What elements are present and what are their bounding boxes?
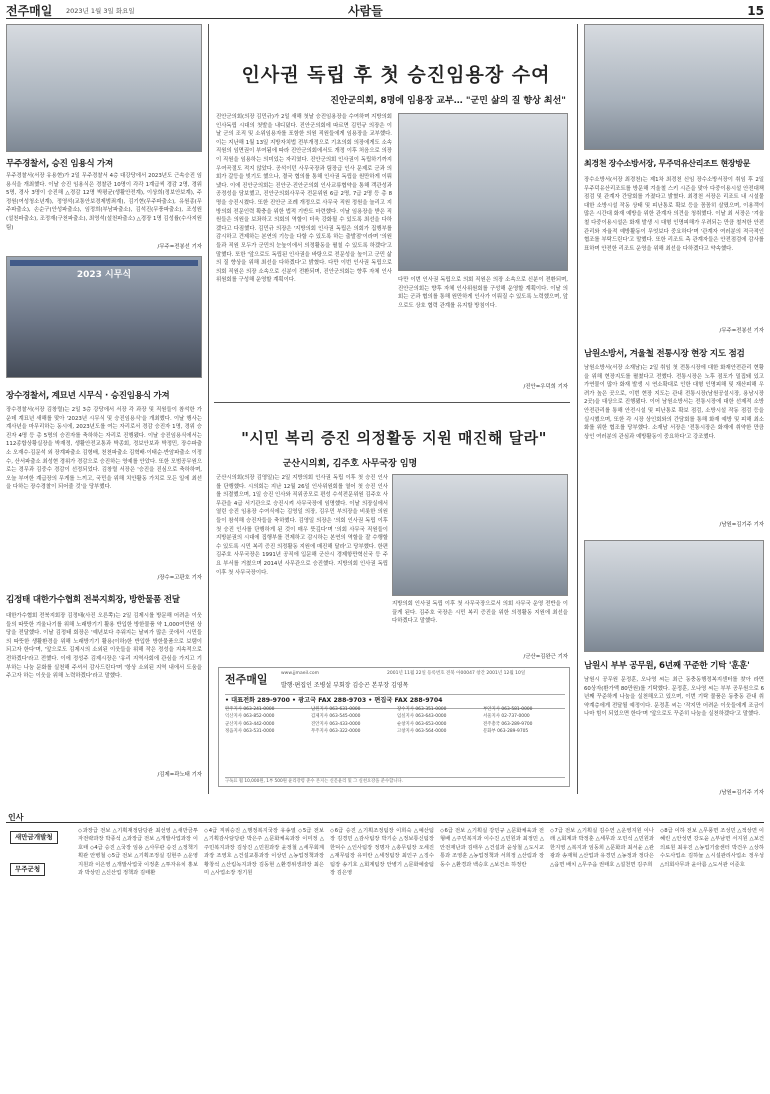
article-byline: /김제=곽노태 기자 [157, 772, 202, 778]
dept-label: 무주군청 [10, 863, 45, 876]
photo-jinan-council [398, 113, 568, 271]
photo-namwon-donation [584, 540, 764, 652]
article-headline: 김정태 대한가수협회 전북지회장, 방한물품 전달 [6, 595, 180, 605]
article-body: 장수소방서(서장 최경천)는 제1차 최경천 신임 장수소방서장이 취임 후 2일 무주덕유산리조트를 방문해 겨울철 스키 시즌을 맞아 다중이용시설 안전대책 점검 및 관계자 간담회를 가졌다고 밝혔다. 최경천 서장은 리조트 내 시설물 대한 소방시설 작동 상태 및 피난통로 확보 등을 꼼꼼히 살폈으며, 이용객이 많은 시간대 화재 예방을 위한 관계자 의견을 청취했다. 이날 최 서장은 '겨울철 다중이용시설은 화재 발생 시 대형 인명피해가 우려되는 만큼 철저한 안전관리와 자율적 예방활동이 무엇보다 중요하다'며 '관계자 여러분의 적극적인 협조를 부탁드린다'고 말했다. 또한 리조트 측 관계자들은 안전점검에 감사를 표하며 안전한 리조트 운영을 위해 최선을 다하겠다고 약속했다. [584, 177, 764, 252]
directory-entry: 서울지사 02-737-0000 [483, 714, 530, 720]
second-body: 군산시의회(의장 김영일)는 2일 지방의회 인사권 독립 이후 첫 승진 인사를 단행했다. 시의회는 지난 12월 26일 인사위원회를 열어 첫 승진 인사를 의결했으며, 1일 승진 인사와 직위공모로 편성 수석전문위원 김주호 사무관을 4급 서기관으로 승진시켜 사무국장에 임명했다. 이날 의장실에서 열린 승진 임용장 수여식에는 김영일 의장, 김우민 부의장을 비롯한 의원들이 참석해 승진자들을 축하했다. 김영일 의장은 '의회 인사권 독립 이후 첫 승진 인사를 단행하게 된 것이 매우 뜻깊다'며 '의회 사무국 직원들이 지방분권의 시대에 집행부를 견제하고 감시하는 본연의 역할을 잘 수행할 수 있도록 시민 복리 증진 의정활동 지원에 매진해 달라'고 당부했다. 한편 김주호 사무국장은 1991년 공직에 입문해 군산시 경제항만혁신국 등 주요 부서를 거쳤으며 2014년 사무관으로 승진했다. 지방의회 인사권 독립 이후 첫 사무국장이다. [216, 475, 388, 576]
main-headline: 인사권 독립 후 첫 승진임용장 수여 [241, 64, 551, 86]
directory-entry: 순창지사 063-653-0000 [397, 721, 447, 727]
article-headline: 남원시 부부 공무원, 6년째 꾸준한 기탁 '훈훈' [584, 661, 750, 671]
directory-entry: 임실지사 063-643-0000 [397, 714, 447, 720]
directory-entry: 완주지사 063-241-0000 [225, 707, 275, 712]
masthead-phones: • 대표전화 289-9700 • 광고국 FAX 288-9703 • 편집국 FAX 288-9704 [225, 694, 565, 709]
second-body-col2: 지방의회 인사권 독립 이후 첫 사무국장으로서 의회 사무국 운영 전반을 이끌게 된다. 김주호 국장은 시민 복리 증진을 위한 의정활동 지원에 최선을 다하겠다고 말했다. [392, 601, 568, 625]
directory-entry: 정읍지사 063-531-0000 [225, 729, 275, 735]
main-body-col2: 다만 이번 인사권 독립으로 의회 직원은 의장 소속으로 신분이 전환되며, 진안군의회는 향후 자체 인사위원회를 구성해 운영할 계획이다. 이날 의회는 군과 협의를 통해 원만하게 인사가 이뤄질 수 있도록 노력했으며, 앞으로도 상호 협력 관계를 유지할 방침이다. [398, 277, 568, 309]
dept-label: 새만금개발청 [10, 831, 58, 844]
photo-banner-text: 2023 시무식 [76, 270, 132, 280]
article-headline: 남원소방서, 겨울철 전통시장 현장 지도 점검 [584, 349, 745, 359]
photo-jangsu-ceremony [6, 256, 202, 378]
page-header [6, 3, 764, 19]
directory-entry: 장수지사 063-351-0000 [397, 707, 447, 712]
personnel-column: ◇6급 승진 △기획조정팀장 이희숙 △예산팀장 김경민 △감사팀장 박기순 △정보통신팀장 한덕수 △인사팀장 정명자 △총무팀장 오세진 △재무팀장 유미란 △세정팀장 최인구 △징수팀장 송기호 △회계팀장 안병기 △문화예술팀장 김은영 [330, 828, 434, 877]
article-body: 무주경찰서(서장 유용현)가 2일 무주경찰서 4층 대강당에서 2023년도 근속승진 임용식을 개최했다. 이날 승진 임용식은 경찰관 10명이 각각 1계급씩 경감 2명, 경위 5명, 경사 3명이 승진해 △경감 12명 박평균(생활안전계), 이상희(정보안보계), 주정원(여성청소년계), 정영석(교통안보경제범죄계), 김기현(무주파출소), 유원종(무주파출소), 손순구(안성파출소), 임정희(부남파출소), 김석진(무풍파출소), 조성원(설천파출소), 조정재(구천파출소), 최영석(설천파출소) △경장 1명 김성률(수사지원팀) [6, 173, 202, 231]
section-divider [214, 402, 570, 403]
personnel-column: ◇4급 직위승진 △행정복지국장 유송열 ◇5급 전보 △기획감사담당관 박은주 △문화체육과장 이미정 △주민복지과장 김상진 △민원과장 윤정철 △세무회계과장 조영호 △건설교통과장 이상민 △농업정책과장 황창석 △산림녹지과장 김동현 △환경위생과장 최은미 △사업소장 정기원 [204, 828, 324, 877]
personnel-column: ◇과장급 전보 △기획재정담당관 최선영 △새만금투자전략과장 박종석 △과장급 전보 △개발사업과장 이호태 ◇4급 승진 △국장 임용 △사무관 승진 △정책기획관 안병철 ◇5급 전보 △기획조정실 김현주 △운영지원과 이은영 △개발사업국 이정훈 △투자유치 홍보과 박상민 △신산업 정책과 김태환 [78, 828, 198, 877]
directory-entry: 고창지사 063-564-0000 [397, 729, 447, 735]
photo-jangsu-fire [584, 24, 764, 150]
masthead-directory [225, 706, 565, 736]
second-headline: "시민 복리 증진 의정활동 지원 매진해 달라" [241, 429, 547, 447]
directory-entry: 군산지사 063-442-0000 [225, 721, 275, 727]
directory-entry: 문화부 063-289-9705 [483, 729, 529, 735]
main-byline: /진안=우덕희 기자 [523, 384, 568, 390]
masthead-registration: 2001년 11월 22일 등록번호 전북 아00047 창간 2001년 12월 10일 [387, 671, 526, 676]
directory-entry: 남원지사 063-631-0000 [311, 707, 361, 712]
main-body-col1: 진안군의회(의장 김민규)가 2일 새해 첫날 승진임용장을 수여하며 지방의회 인사독립 시대의 첫발을 내디뎠다. 진안군의회에 따르면 김민규 의장은 이날 군의 조직 및 소위임용자를 포함한 의원 직원들에게 임용장을 교부했다. 이는 지난해 1월 13일 지방자치법 전부개정으로 기초의회 의장에게도 소속직원의 임면권이 부여됨에 따라 진안군의회에서도 개정 이후 처음으로 의장이 직원을 임용하는 의미있는 자리였다. 진안군의회 인사권이 독립하기까지 우여곡절도 적지 않았다. 공석이던 사무국장과 팀장급 인사 문제로 군과 의회가 갈등을 빚기도 했으나, 결국 협의를 통해 인사권 독립을 원만하게 이뤄냈다. 이에 진안군의회는 진안군·진안군의회 인사교류협약을 통해 객관성과 공정성을 담보했고, 진안군의회사무국 전문위원 6급 2명, 7급 2명 등 총 8명을 승진시켰다. 또한 진안군 조례 개정으로 사무국 직원 정원을 늘리고 지방의회 전문인력 확충을 위한 법적 기반도 마련했다. 이날 임용장을 받은 직원들은 의원을 보좌하고 의회의 역할이 더욱 강화될 수 있도록 최선을 다하겠다고 다짐했다. 김민규 의장은 '지방의회 인사권 독립은 의회가 집행부를 감시하고 견제하는 본연의 기능을 다할 수 있도록 하는 출발점'이라며 '의원들과 직원 모두가 군민의 눈높이에서 의정활동을 펼칠 수 있도록 하겠다'고 말했다. 또한 '앞으로도 독립된 인사권을 바탕으로 전문성을 높이고 군민 삶의 질 향상을 위해 최선을 다하겠다'고 밝혔다. 다만 이번 인사권 독립으로 의회 직원은 의장 소속으로 신분이 전환되며, 진안군의회는 향후 자체 인사위원회를 구성해 운영할 계획이다. [216, 114, 392, 284]
masthead-box [218, 667, 570, 787]
page-number: 15 [747, 4, 764, 18]
second-byline: /군산=김완근 기자 [523, 654, 568, 660]
article-body: 남원소방서(서장 소재남)는 2일 취임 첫 전통시장에 대한 화재안전관리 현황을 위해 현장지도를 펼쳤다고 전했다. 전통시장은 노후 점포가 밀집돼 있고 가연물이 많아 화재 발생 시 연소확대로 인한 대형 인명피해 및 재산피해 우려가 높은 곳으로, 이번 현장 지도는 관내 전통시장(남원공설시장, 용남시장 2곳)을 대상으로 진행됐다. 이어 남원소방서는 전통시장에 대한 선제적 소방안전관리를 통해 안전시설 및 피난통로 확보 점검, 소방시설 작동 점검 등을 실시했으며, 또한 각 시장 상인회와의 간담회를 통해 화재 예방 및 피해 최소화를 위한 협조를 당부했다. 소재남 서장은 '전통시장은 화재에 취약한 만큼 상인 여러분의 관심과 예방활동이 중요하다'고 강조했다. [584, 365, 764, 440]
directory-entry: 김제지사 063-545-0000 [311, 714, 361, 720]
personnel-column: ◇6급 전보 △기획실 강민규 △문화체육과 전형배 △주민복지과 이수진 △민원과 최정민 △안전재난과 김태우 △건설과 윤상철 △도시교통과 조영훈 △농업정책과 서희정 △산림과 장동수 △환경과 백승호 △보건소 하정란 [440, 828, 544, 868]
directory-entry: 익산지사 063-852-0000 [225, 714, 275, 720]
masthead-logo: 전주매일 [225, 673, 268, 686]
directory-entry: 진안지사 063-433-0000 [311, 721, 361, 727]
directory-entry: 전주총국 063-289-9700 [483, 721, 533, 727]
column-divider [208, 24, 209, 794]
directory-entry: 무주지사 063-322-0000 [311, 729, 361, 735]
newspaper-logo: 전주매일 [6, 4, 53, 18]
article-body: 남원시 공무원 문정훈, 오나영 씨는 최근 동충동행정복지센터를 찾아 라면 60상자(환가액 80만원)를 기탁했다. 문정훈, 오나영 씨는 부부 공무원으로 6년째 꾸준하게 나눔을 실천해오고 있으며, 이번 기탁 물품은 동충동 관내 취약계층에게 전달될 예정이다. 문정훈 씨는 '작지만 어려운 이웃들에게 조금이나마 힘이 되었으면 한다'며 '앞으로도 꾸준히 나눔을 실천하겠다'고 말했다. [584, 677, 764, 718]
directory-entry: 부안지사 063-581-0000 [483, 707, 533, 712]
article-byline: /무주=전봉선 기자 [719, 328, 764, 334]
article-headline: 최경천 장수소방서장, 무주덕유산리조트 현장방문 [584, 159, 751, 168]
photo-gunsan-council [392, 474, 568, 596]
article-body: 대한가수협회 전북지회장 김정태(사진 오른쪽)는 2일 김제시를 방문해 어려운 이웃들의 따뜻한 겨울나기를 위해 노래방기기 활용 반입한 방한물품 약 1,000여만원 상당을 전달했다. 이날 김정태 회장은 '예년보다 추워지는 날씨가 많은 곳에서 시민들의 따뜻한 생활환경을 위해 노래방기기 활용(이하)한 반입한 방한물품으로 보탬이 되고자 한다'며, '앞으로도 김제시의 소외된 이웃들을 위해 작은 정성을 지속적으로 전하겠다'라고 전했다. 이에 정성주 김제시장은 '유리 지역사회에 관심을 가지고 기부하는 나눔 문화를 실천해 주셔서 감사드린다'며 '항상 소외된 지역 내에서 도움을 주고자 하는 이웃을 위해 노력하겠다'라고 말했다. [6, 613, 202, 680]
personnel-column: ◇8급 이하 전보 △무풍면 조성민 △적상면 이혜린 △안성면 강도윤 △부남면 서지원 △보건의료원 최유진 △농업기술센터 박건우 △상하수도사업소 김하늘 △시설관리사업소 정우성 △의회사무과 윤아름 △도서관 이준호 [660, 828, 764, 868]
article-byline: /장수=고판호 기자 [157, 575, 202, 581]
main-subhead: 진안군의회, 8명에 임용장 교부… "군민 삶의 질 향상 최선" [330, 96, 566, 106]
section-title: 사람들 [348, 4, 383, 18]
article-headline: 무주경찰서, 승진 임용식 가져 [6, 159, 114, 169]
photo-banner [10, 260, 198, 266]
article-headline: 장수경찰서, 계묘년 시무식 · 승진임용식 가져 [6, 391, 170, 401]
personnel-section-title: 인사 [8, 813, 24, 822]
issue-date: 2023년 1월 3일 화요일 [66, 7, 135, 15]
article-byline: /남원=김기주 기자 [719, 522, 764, 528]
personnel-column: ◇7급 전보 △기획실 김수연 △운영지원 이나래 △회계과 박정훈 △세무과 오민석 △민원과 한지영 △복지과 임동희 △문화과 최서윤 △관광과 송재혁 △산업과 유경민 △농정과 정다은 △읍면 배치 △무주읍 권태호 △설천면 김주희 [550, 828, 654, 868]
photo-muju-police [6, 24, 202, 152]
article-body: 장수경찰서(서장 김창렬)는 2일 3층 강당에서 서장 각 과장 및 직원들이 참석한 가운데 계묘년 새해를 맞아 '2023년 시무식 및 승진임용식'을 개최했다. 이날 행사는 계사년을 마무리하는 동시에, 2023년도를 여는 자리로서 경감 승진자 1명, 경위 승진자 4명 등 총 5명의 승진자를 축하하는 자리로 진행됐다. 이날 승진임용식에서는 112종합상황실장을 박재정, 생활안전교통과 박종회, 정보안보과 박정민, 장수파출소 오재수·김문석 외 장계파출소 김형배, 천천파출소 김혁배·이태순·반암파출소 이정수, 산서파출소 최성현 경위가 경감으로 승진하는 영예를 안았다. 또한 모범공무원으로는 경무과 김중수 경감이 선정되었다. 김창렬 서장은 '승진을 진심으로 축하하며, 오늘 부여한 계급장의 무게를 느끼고, 국민을 위해 치안활동 가치로 모든 일에 최선을 다하는 장수경찰이 되어줄 것'을 당부했다. [6, 407, 202, 491]
second-subhead: 군산시의회, 김주호 사무국장 임명 [282, 459, 418, 469]
column-divider [577, 24, 578, 794]
personnel-section [6, 822, 764, 1092]
masthead-url: www.jjmaeil.com [281, 671, 320, 676]
masthead-footer: 구독료 월 10,000원, 1부 500원 윤리강령 준수 본지는 신문윤리 및 그 실천요강을 준수합니다. [225, 777, 565, 785]
article-byline: /남원=김기주 기자 [719, 790, 764, 796]
article-byline: /무주=전봉선 기자 [157, 244, 202, 250]
masthead-staff: 발행·편집인 조병설 부회장 김승곤 본부장 김영목 [281, 682, 409, 689]
